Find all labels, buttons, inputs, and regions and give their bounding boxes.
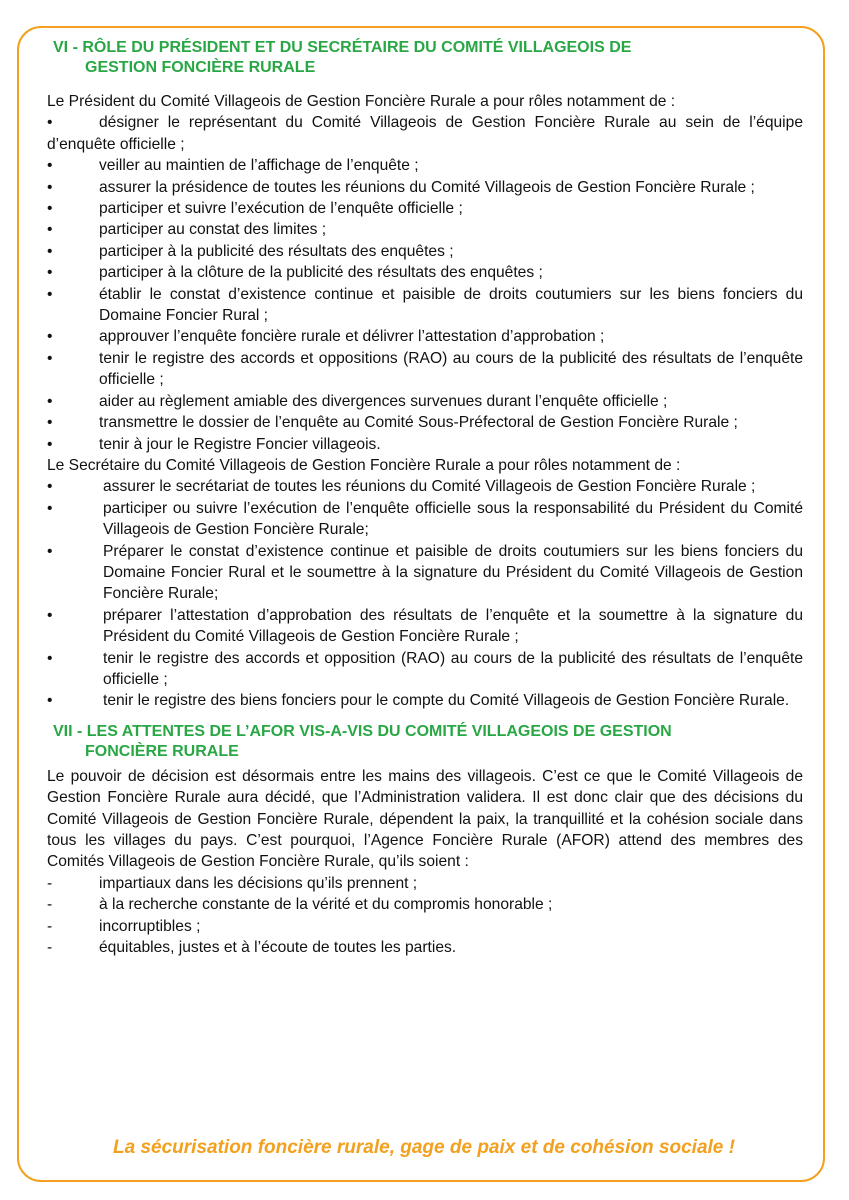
bullet-marker: • <box>47 649 53 667</box>
bullet-marker: • <box>47 157 53 175</box>
bullet-marker: • <box>47 114 53 132</box>
list-item <box>47 648 803 691</box>
dash-marker: - <box>47 917 53 935</box>
list-item <box>47 498 803 541</box>
dash-marker: - <box>47 939 53 957</box>
list-item <box>47 262 803 283</box>
list-item <box>47 916 803 937</box>
bullet-marker: • <box>47 478 53 496</box>
section-7-heading <box>47 722 803 762</box>
list-item <box>47 348 803 391</box>
dash-marker: - <box>47 874 53 892</box>
list-item <box>47 434 803 455</box>
list-item-text: participer au constat des limites ; <box>99 221 327 239</box>
list-item-text: préparer l’attestation d’approbation des résultats de l’enquête et la soumettre à la signature du Président du Comité Villageois de Gestion Foncière Rurale ; <box>103 606 803 646</box>
list-item <box>47 219 803 240</box>
list-item-text: établir le constat d’existence continue et paisible de droits coutumiers sur les biens fonciers du Domaine Foncier Rural ; <box>99 285 803 325</box>
secretary-intro: Le Secrétaire du Comité Villageois de Gestion Foncière Rurale a pour rôles notamment de : <box>47 456 681 474</box>
list-item <box>47 873 803 894</box>
bullet-marker: • <box>47 221 53 239</box>
list-item-text: participer à la clôture de la publicité des résultats des enquêtes ; <box>99 264 543 282</box>
list-item <box>47 326 803 347</box>
section-7-heading-line-2: FONCIÈRE RURALE <box>85 742 239 760</box>
list-item <box>47 155 803 176</box>
bullet-marker: • <box>47 414 53 432</box>
list-item <box>47 284 803 327</box>
document-body <box>47 38 803 958</box>
bullet-marker: • <box>47 178 53 196</box>
bullet-marker: • <box>47 264 53 282</box>
bullet-marker: • <box>47 606 53 624</box>
section-7-heading-line-1: VII - LES ATTENTES DE L’AFOR VIS-A-VIS DU COMITÉ VILLAGEOIS DE GESTION <box>53 722 672 740</box>
list-item-text: tenir à jour le Registre Foncier villageois. <box>99 435 381 453</box>
list-item <box>47 894 803 915</box>
bullet-marker: • <box>47 692 53 710</box>
list-item <box>47 605 803 648</box>
list-item-text: tenir le registre des biens fonciers pour le compte du Comité Villageois de Gestion Foncière Rurale. <box>103 692 790 710</box>
bullet-marker: • <box>47 349 53 367</box>
list-item <box>47 476 803 497</box>
bullet-marker: • <box>47 242 53 260</box>
list-item-text: tenir le registre des accords et oppositions (RAO) au cours de la publicité des résultats de l’enquête officielle ; <box>99 349 803 389</box>
afor-expectations-list <box>47 873 803 959</box>
list-item-text: tenir le registre des accords et opposition (RAO) au cours de la publicité des résultats de l’enquête officielle ; <box>103 649 803 688</box>
list-item <box>47 112 803 155</box>
list-item <box>47 541 803 605</box>
list-item-text: incorruptibles ; <box>99 917 201 935</box>
list-item-text: équitables, justes et à l’écoute de toutes les parties. <box>99 939 457 957</box>
list-item-text: participer à la publicité des résultats des enquêtes ; <box>99 242 454 260</box>
list-item-text: veiller au maintien de l’affichage de l’enquête ; <box>99 157 419 175</box>
list-item-text: désigner le représentant du Comité Villageois de Gestion Foncière Rurale au sein de l’équipe d’enquête officielle ; <box>47 114 803 153</box>
list-item-text: impartiaux dans les décisions qu’ils prennent ; <box>99 874 418 892</box>
list-item <box>47 937 803 958</box>
bullet-marker: • <box>47 499 53 517</box>
president-intro: Le Président du Comité Villageois de Gestion Foncière Rurale a pour rôles notamment de : <box>47 93 676 110</box>
list-item-text: participer et suivre l’exécution de l’enquête officielle ; <box>99 200 463 218</box>
bullet-marker: • <box>47 328 53 346</box>
list-item-text: participer ou suivre l’exécution de l’enquête officielle sous la responsabilité du Président du Comité Villageois de Gestion Foncière Rurale; <box>103 499 803 539</box>
list-item-text: assurer la présidence de toutes les réunions du Comité Villageois de Gestion Foncière Rurale ; <box>99 178 755 196</box>
list-item <box>47 241 803 262</box>
list-item-text: transmettre le dossier de l’enquête au Comité Sous-Préfectoral de Gestion Foncière Rurale ; <box>99 414 738 432</box>
list-item-text: Préparer le constat d’existence continue et paisible de droits coutumiers sur les biens fonciers du Domaine Foncier Rural et le soumettre à la signature du Président du Comité Villageois de Gestion Foncière Rurale; <box>103 542 803 603</box>
list-item <box>47 177 803 198</box>
afor-expectations-paragraph: Le pouvoir de décision est désormais entre les mains des villageois. C’est ce que le Comité Villageois de Gestion Foncière Rurale aura décidé, que l’Administration validera. Il est donc clair que des décisions du Comité Villageois de Gestion Foncière Rurale, dépendent la paix, la tranquillité et la cohésion sociale dans tous les villages du pays. C’est pourquoi, l’Agence Foncière Rurale (AFOR) attend des membres des Comités Villageois de Gestion Foncière Rurale, qu’ils soient : <box>47 767 803 871</box>
list-item-text: assurer le secrétariat de toutes les réunions du Comité Villageois de Gestion Foncière Rurale ; <box>103 478 756 496</box>
bullet-marker: • <box>47 392 53 410</box>
section-6-heading <box>47 38 803 78</box>
section-6-heading-line-1: VI - RÔLE DU PRÉSIDENT ET DU SECRÉTAIRE DU COMITÉ VILLAGEOIS DE <box>53 39 632 56</box>
bullet-marker: • <box>47 200 53 218</box>
list-item <box>47 690 803 711</box>
list-item-text: aider au règlement amiable des divergences survenues durant l’enquête officielle ; <box>99 392 668 410</box>
bullet-marker: • <box>47 435 53 453</box>
list-item-text: à la recherche constante de la vérité et du compromis honorable ; <box>99 896 553 914</box>
slogan: La sécurisation foncière rurale, gage de paix et de cohésion sociale ! <box>113 1137 735 1158</box>
list-item <box>47 391 803 412</box>
section-6-heading-line-2: GESTION FONCIÈRE RURALE <box>85 59 316 76</box>
list-item <box>47 198 803 219</box>
bullet-marker: • <box>47 285 53 303</box>
secretary-roles-list <box>47 476 803 711</box>
president-roles-list <box>47 112 803 455</box>
list-item <box>47 412 803 433</box>
list-item-text: approuver l’enquête foncière rurale et délivrer l’attestation d’approbation ; <box>99 328 605 346</box>
bullet-marker: • <box>47 542 53 560</box>
dash-marker: - <box>47 896 53 914</box>
